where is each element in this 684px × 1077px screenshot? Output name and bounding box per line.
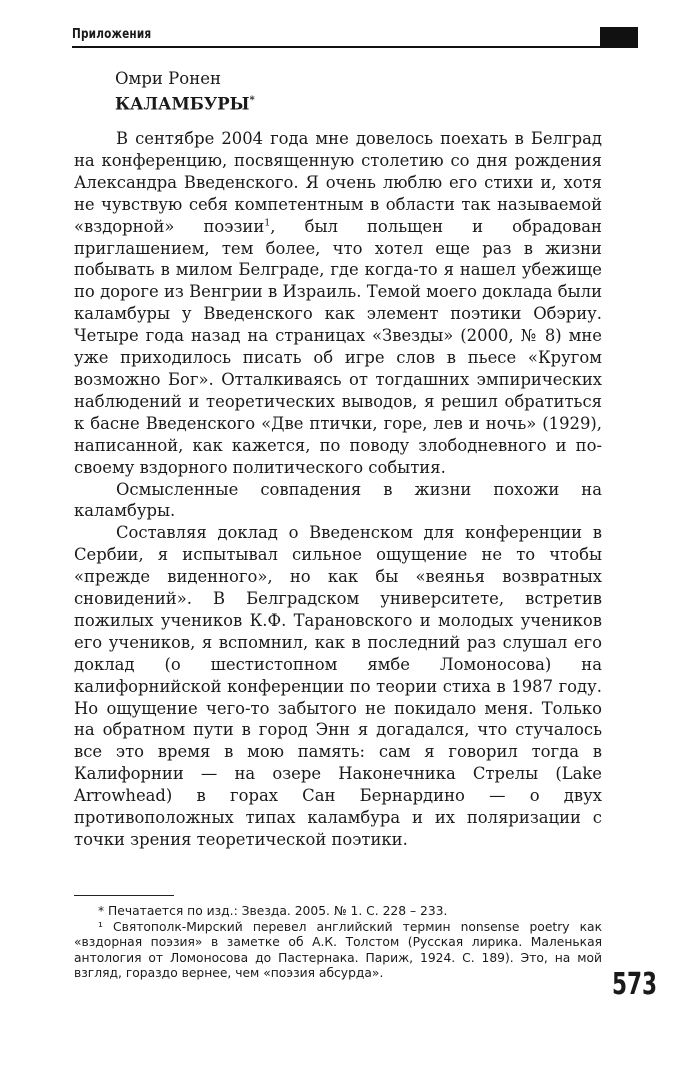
paragraph-3 <box>74 522 602 851</box>
paragraph-2 <box>74 479 602 523</box>
paragraph-3-text: Составляя доклад о Введенском для конференции в Сербии, я испытывал сильное ощущение не то чтобы «прежде виденного», но как бы «веянья возвратных сновидений». В Белградском университете, встретив пожилых учеников К.Ф. Тарановского и молодых учеников его учеников, я вспомнил, как в последний раз слушал его доклад (о шестистопном ямбе Ломоносова) на калифорнийской конференции по теории стиха в 1987 году. Но ощущение чего-то забытого не покидало меня. Только на обратном пути в город Энн я догадался, что стучалось все это время в мою память: сам я говорил тогда в Калифорнии — на озере Наконечника Стрелы (Lake Arrowhead) в горах Сан Бернардино — о двух противоположных типах каламбура и их поляризации с точки зрения теоретической поэтики. <box>74 523 602 849</box>
paragraph-2-text: Осмысленные совпадения в жизни похожи на каламбуры. <box>74 479 602 521</box>
section-label: Приложения <box>72 26 152 42</box>
footnote-star: * Печатается по изд.: Звезда. 2005. № 1. С. 228 – 233. <box>98 904 448 918</box>
footnote-divider <box>74 895 174 896</box>
header-black-block <box>600 27 638 46</box>
article-title <box>115 90 255 116</box>
title-footnote-marker: * <box>249 95 255 106</box>
footnote-1-marker: 1 <box>264 217 271 229</box>
article-author: Омри Ронен <box>115 69 221 88</box>
footnote-1: ¹ Святополк-Мирский перевел английский термин nonsense poetry как «вздорная поэзия» в заметке об А.К. Толстом (Русская лирика. Маленькая антология от Ломоносова до Пастернака. Париж, 1924. С. 189). Это, на мой взгляд, гораздо вернее, чем «поэзия абсурда». <box>74 919 602 981</box>
footnotes <box>74 904 602 982</box>
paragraph-1-start: В сентябре 2004 года мне довелось поехать в Белград на конференцию, посвященную столетию со дня рождения Александра Введенского. Я очень люблю его стихи и, хотя не чувствую себя компетентным в области так называемой «вздорной» поэзии <box>74 129 602 236</box>
paragraph-1 <box>74 128 602 479</box>
paragraph-1-end: , был польщен и обрадован приглашением, тем более, что хотел еще раз в жизни побывать в милом Белграде, где когда-то я нашел убежище по дороге из Венгрии в Израиль. Темой моего доклада были каламбуры у Введенского как элемент поэтики Обэриу. Четыре года назад на страницах «Звезды» (2000, № 8) мне уже приходилось писать об игре слов в пьесе «Кругом возможно Бог». Отталкиваясь от тогдашних эмпирических наблюдений и теоретических выводов, я решил обратиться к басне Введенского «Две птички, горе, лев и ночь» (1929), написанной, как кажется, по поводу злободневного и по-своему вздорного политического события. <box>74 216 602 477</box>
running-header <box>72 24 638 48</box>
article-title-text: КАЛАМБУРЫ <box>115 94 250 114</box>
article-body <box>74 128 602 851</box>
page-number: 573 <box>612 967 658 1002</box>
